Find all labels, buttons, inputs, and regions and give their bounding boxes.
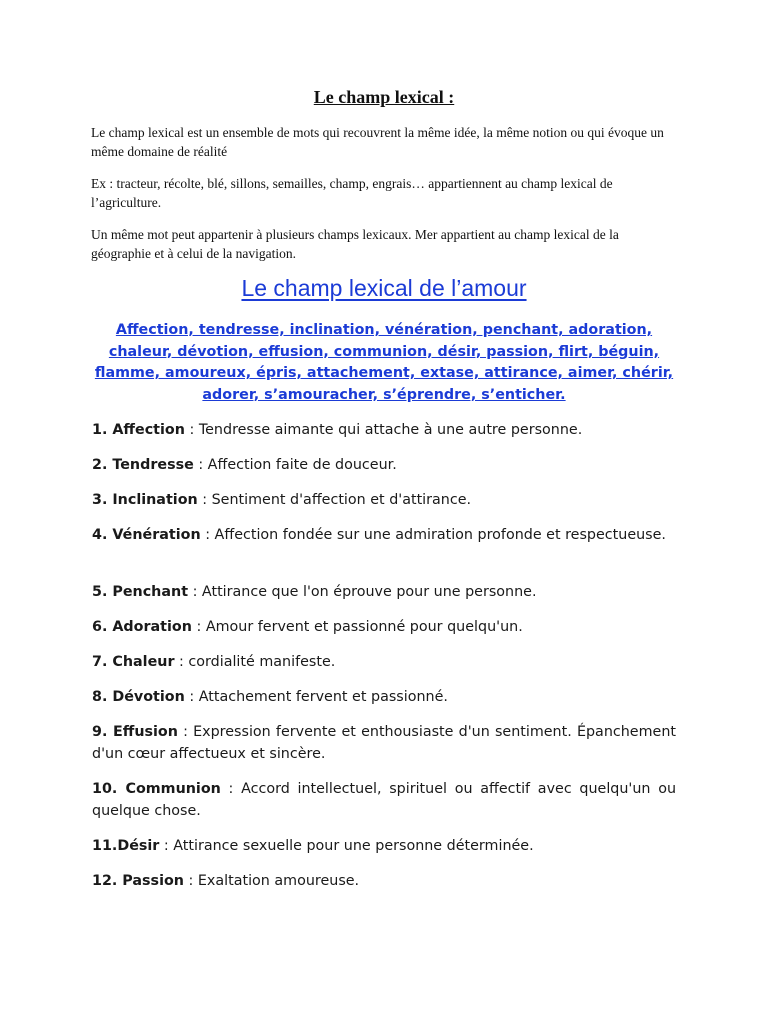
page-title: Le champ lexical : <box>313 87 455 107</box>
definition-term: 9. Effusion <box>92 724 178 740</box>
definition-term: 3. Inclination <box>92 492 198 508</box>
definition-text: : Affection fondée sur une admiration profonde et respectueuse. <box>200 527 666 543</box>
definition-item <box>92 581 676 603</box>
definition-item <box>92 651 676 673</box>
definition-term: 1. Affection <box>92 422 185 438</box>
definition-term: 10. Communion <box>92 781 221 797</box>
definition-item <box>92 778 676 822</box>
section-title-amour[interactable]: Le champ lexical de l’amour <box>241 275 527 301</box>
definition-item <box>92 686 676 708</box>
definition-term: 12. Passion <box>92 873 184 889</box>
definition-text: : Expression fervente et enthousiaste d'un sentiment. Épanchement d'un cœur affectueux et sincère. <box>92 724 676 762</box>
definition-item <box>92 721 676 765</box>
intro-paragraph-example: Ex : tracteur, récolte, blé, sillons, semailles, champ, engrais… appartiennent au champ lexical de l’agriculture. <box>91 176 613 210</box>
definition-text: : Attirance sexuelle pour une personne déterminée. <box>159 838 534 854</box>
definition-item <box>92 419 676 441</box>
definition-text: : Attachement fervent et passionné. <box>184 689 448 705</box>
definition-text: : Accord intellectuel, spirituel ou affectif avec quelqu'un ou quelque chose. <box>92 781 676 819</box>
definition-term: 5. Penchant <box>92 584 189 600</box>
intro-paragraph-multiple-fields: Un même mot peut appartenir à plusieurs champs lexicaux. Mer appartient au champ lexical de la géographie et à celui de la navigation. <box>91 227 619 261</box>
definition-term: 6. Adoration <box>92 619 192 635</box>
definition-term: 4. Vénération <box>92 527 201 543</box>
definition-text: : Amour fervent et passionné pour quelqu'un. <box>191 619 523 635</box>
definition-item <box>92 835 676 857</box>
love-word-list[interactable]: Affection, tendresse, inclination, vénération, penchant, adoration, chaleur, dévotion, effusion, communion, désir, passion, flirt, béguin, flamme, amoureux, épris, attachement, extase, attirance, aimer, chérir, adorer, s’amouracher, s’éprendre, s’enticher. <box>94 322 674 403</box>
definition-text: : cordialité manifeste. <box>174 654 336 670</box>
definition-item <box>92 454 676 476</box>
definition-term: 2. Tendresse <box>92 457 194 473</box>
definition-item <box>92 489 676 511</box>
definition-term: 8. Dévotion <box>92 689 185 705</box>
definition-item <box>92 616 676 638</box>
intro-paragraph-definition: Le champ lexical est un ensemble de mots qui recouvrent la même idée, la même notion ou qui évoque un même domaine de réalité <box>91 125 664 159</box>
definition-text: : Attirance que l'on éprouve pour une personne. <box>188 584 537 600</box>
definition-item <box>92 524 676 546</box>
definition-item <box>92 870 676 892</box>
definition-text: : Exaltation amoureuse. <box>183 873 360 889</box>
definition-text: : Sentiment d'affection et d'attirance. <box>197 492 472 508</box>
definition-text: : Affection faite de douceur. <box>193 457 397 473</box>
definition-term: 11.Désir <box>92 838 160 854</box>
definition-text: : Tendresse aimante qui attache à une autre personne. <box>184 422 583 438</box>
definition-term: 7. Chaleur <box>92 654 175 670</box>
